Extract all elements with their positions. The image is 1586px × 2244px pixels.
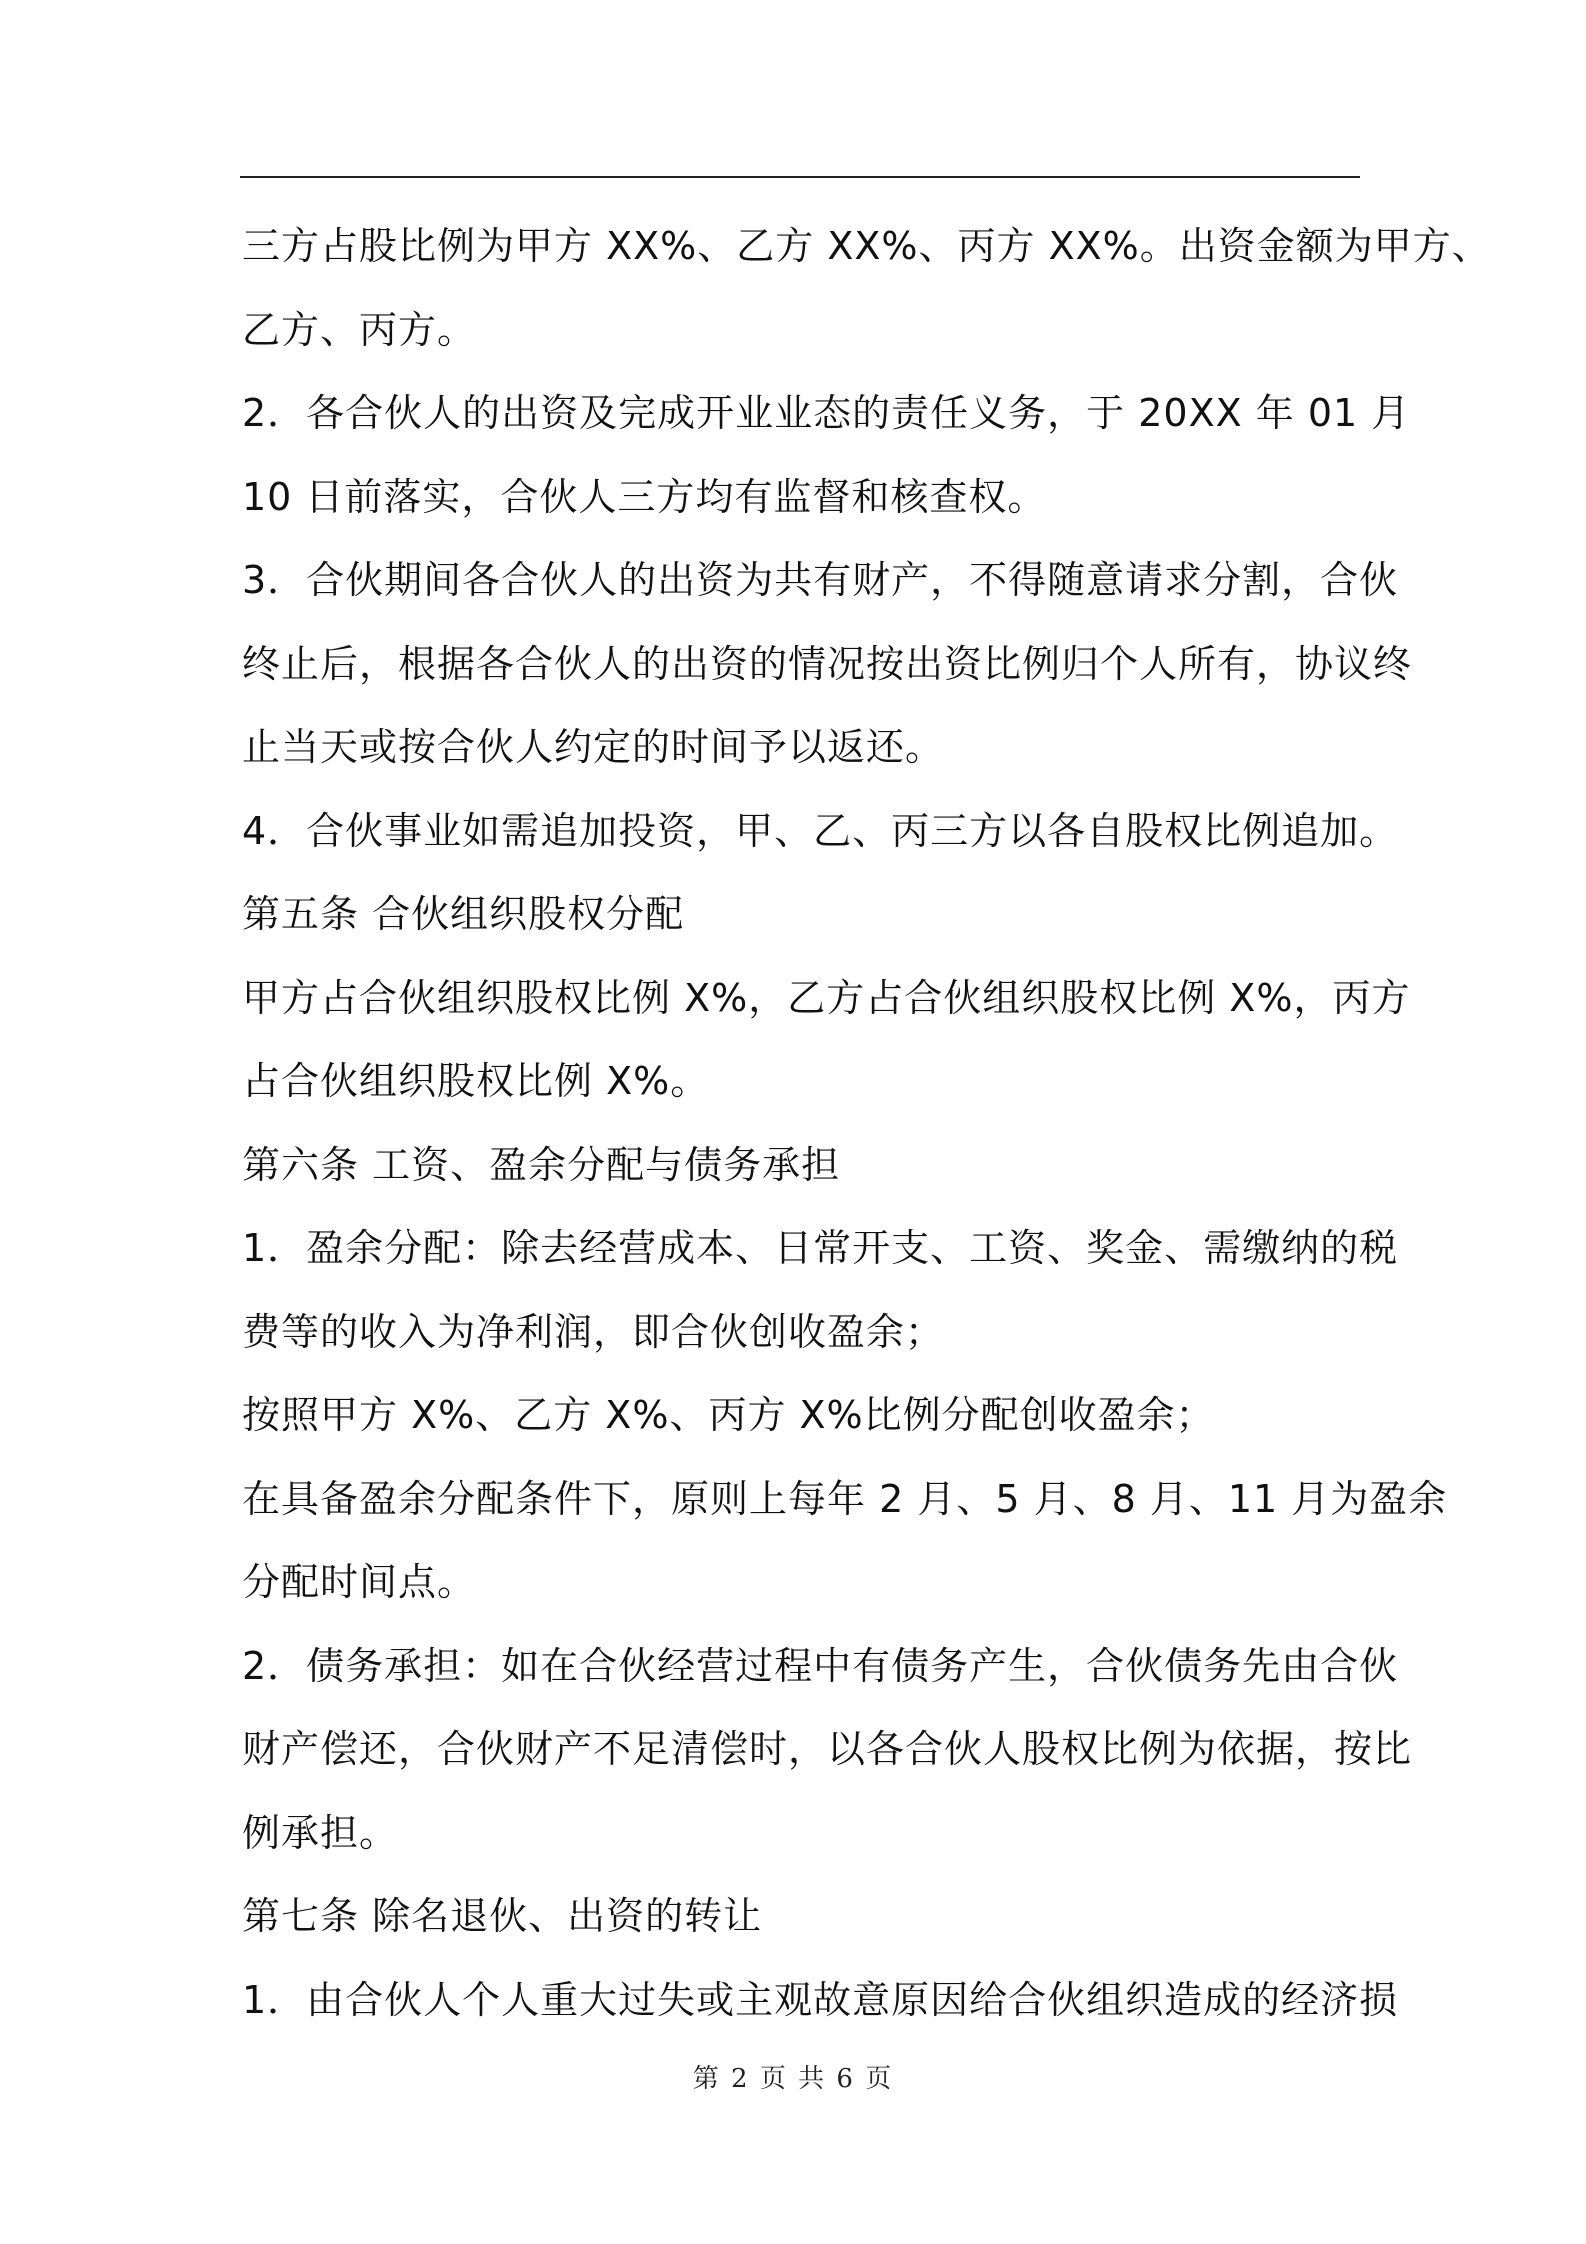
text-line: 按照甲方 X%、乙方 X%、丙方 X%比例分配创收盈余； (242, 1393, 1215, 1437)
text-line: 1．盈余分配：除去经营成本、日常开支、工资、奖金、需缴纳的税 (242, 1226, 1399, 1270)
document-body (242, 205, 1491, 2042)
section-heading: 第五条 合伙组织股权分配 (242, 892, 685, 936)
section-heading: 第七条 除名退伙、出资的转让 (242, 1894, 763, 1938)
page-number: 第 2 页 共 6 页 (692, 2064, 894, 2094)
text-line: 10 日前落实，合伙人三方均有监督和核查权。 (242, 474, 1047, 519)
text-line: 占合伙组织股权比例 X%。 (242, 1059, 710, 1103)
text-line: 4．合伙事业如需追加投资，甲、乙、丙三方以各自股权比例追加。 (242, 808, 1399, 853)
header-rule (240, 176, 1360, 178)
text-line: 例承担。 (242, 1810, 399, 1855)
text-line: 三方占股比例为甲方 XX%、乙方 XX%、丙方 XX%。出资金额为甲方、 (242, 224, 1491, 268)
text-line: 分配时间点。 (242, 1560, 477, 1604)
text-line: 2．债务承担：如在合伙经营过程中有债务产生，合伙债务先由合伙 (242, 1643, 1399, 1688)
text-line: 乙方、丙方。 (242, 307, 477, 352)
text-line: 3．合伙期间各合伙人的出资为共有财产，不得随意请求分割，合伙 (242, 558, 1399, 602)
text-line: 终止后，根据各合伙人的出资的情况按出资比例归个人所有，协议终 (242, 641, 1413, 686)
text-line: 在具备盈余分配条件下，原则上每年 2 月、5 月、8 月、11 月为盈余 (242, 1476, 1448, 1521)
text-line: 费等的收入为净利润，即合伙创收盈余； (242, 1309, 945, 1354)
text-line: 财产偿还，合伙财产不足清偿时，以各合伙人股权比例为依据，按比 (242, 1727, 1413, 1771)
section-heading: 第六条 工资、盈余分配与债务承担 (242, 1142, 841, 1187)
text-line: 2．各合伙人的出资及完成开业业态的责任义务，于 20XX 年 01 月 (242, 391, 1411, 435)
text-line: 甲方占合伙组织股权比例 X%，乙方占合伙组织股权比例 X%，丙方 (242, 975, 1411, 1020)
text-line: 止当天或按合伙人约定的时间予以返还。 (242, 725, 945, 769)
text-line: 1．由合伙人个人重大过失或主观故意原因给合伙组织造成的经济损 (242, 1977, 1399, 2022)
